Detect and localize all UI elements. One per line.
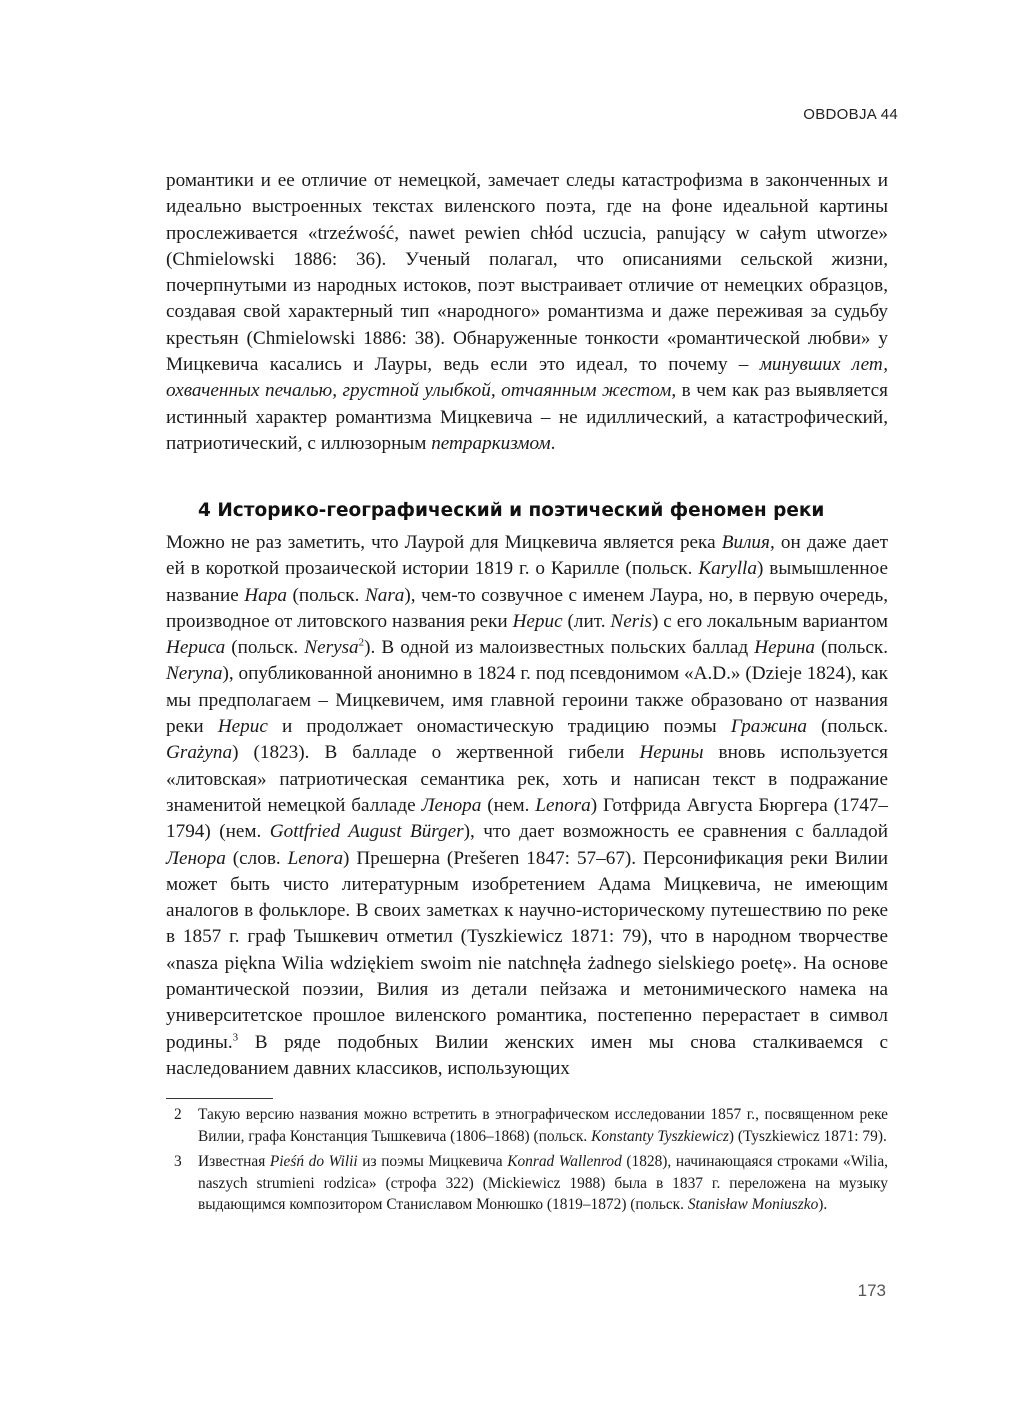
text-run: Можно не раз заметить, что Лаурой для Мицкевича является река <box>166 532 722 553</box>
text-run: (польск. <box>814 637 888 659</box>
text-run: (польск. <box>806 716 889 738</box>
italic-run: Nerysa <box>304 637 359 659</box>
text-run: и продолжает ономастическую традицию поэмы <box>267 716 731 738</box>
italic-run: Stanisław Moniuszko <box>687 1196 819 1213</box>
section-body <box>166 530 888 1082</box>
text-run: (1828), начинающаяся строками «Wilia, naszych strumieni rodzica» (строфа 322) (Mickiewicz 1988) была в 1837 г. переложена на музыку выдающимся композитором Станиславом Монюшко (1819–1872) (польск. <box>198 1153 888 1213</box>
italic-run: Вилия <box>721 532 770 553</box>
italic-run: Pieśń do Wilii <box>269 1153 358 1170</box>
text-run: ) (1823). В балладе о жертвенной гибели <box>232 742 640 764</box>
text-run: , в чем как раз выявляется истинный характер романтизма Мицкевича – не идиллический, а катастрофический, патриотический, с иллюзорным <box>166 380 888 454</box>
italic-run: Нерина <box>754 637 815 659</box>
italic-run: Нерис <box>512 610 563 632</box>
italic-run: Ленора <box>166 847 226 869</box>
paragraph-continuation <box>166 168 888 457</box>
italic-run: Ленора <box>421 794 482 816</box>
footnotes <box>166 1104 888 1220</box>
italic-run: Grażyna <box>166 742 233 764</box>
footnote-number: 2 <box>174 1106 182 1123</box>
italic-run: Нериса <box>166 637 226 659</box>
italic-run: минувших лет, охваченных печалью, грустной улыбкой, отчаянным жестом <box>166 354 888 402</box>
text-run: ), опубликованной анонимно в 1824 г. под псевдонимом «A.D.» (Dzieje 1824), как мы предполагаем – Мицкевичем, имя главной героини также образовано от названия реки <box>166 663 888 738</box>
italic-run: Lenora <box>287 847 344 869</box>
text-run: ) с его локальным вариантом <box>652 610 888 632</box>
running-head: OBDOBJA 44 <box>803 106 898 123</box>
italic-run: Gottfried August Bürger <box>269 821 464 843</box>
text-run: ). В одной из малоизвестных польских баллад <box>364 637 755 659</box>
text-run: . <box>550 432 556 454</box>
text-run: ), чем-то созвучное с именем Лаура, но, в первую очередь, производное от литовского названия реки <box>166 584 889 632</box>
italic-run: Нара <box>244 584 287 606</box>
text-run: (лит. <box>562 610 611 632</box>
footnote-3 <box>166 1151 888 1216</box>
footnote-number: 3 <box>174 1153 182 1170</box>
footnote-divider <box>166 1098 273 1099</box>
text-run: (польск. <box>286 584 365 606</box>
text-run: ). <box>818 1196 828 1213</box>
italic-run: Konstanty Tyszkiewicz <box>591 1127 729 1145</box>
text-run: , он даже дает ей в короткой прозаической истории 1819 г. о Карилле (польск. <box>166 532 888 580</box>
italic-run: Karylla <box>698 558 757 580</box>
text-run: из поэмы Мицкевича <box>357 1153 508 1170</box>
text-run: (польск. <box>225 637 305 659</box>
text-run: ) Прешерна (Prešeren 1847: 57–67). Персонификация реки Вилии может быть чисто литературным изобретением Адама Мицкевича, не имеющим аналогов в фольклоре. В своих заметках к научно-историческому путешествию по реке в 1857 г. граф Тышкевич отметил (Tyszkiewicz 1871: 79), что в народном творчестве «nasza piękna Wilia wdziękiem swoim nie natchnęła żadnego sielskiego poetę». На основе романтической поэзии, Вилия из детали пейзажа и метонимического намека на университетское прошлое виленского романтика, постепенно перерастает в символ родины. <box>166 847 888 1053</box>
italic-run: Konrad Wallenrod <box>507 1153 622 1170</box>
footnote-ref-2[interactable]: 2 <box>358 636 365 649</box>
text-run: ), что дает возможность ее сравнения с балладой <box>463 821 888 843</box>
body-paragraph <box>166 168 888 457</box>
text-run: ) (Tyszkiewicz 1871: 79). <box>728 1127 887 1145</box>
italic-run: Nara <box>364 584 405 606</box>
italic-run: Lenora <box>535 794 591 816</box>
text-run: (слов. <box>225 847 288 869</box>
text-run: романтики и ее отличие от немецкой, замечает следы катастрофизма в законченных и идеально выстроенных текстах виленского поэта, где на фоне идеальной картины прослеживается «trzeźwość, nawet pewien chłód uczucia, panujący w całym utworze» (Chmielowski 1886: 36). Ученый полагал, что описаниями сельской жизни, почерпнутыми из народных истоков, поэт выстраивает отличие от немецких образцов, создавая свой характерный тип «народного» романтизма и даже переживая за судьбу крестьян (Chmielowski 1886: 38). Обнаруженные тонкости «романтической любви» у Мицкевича касались и Лауры, ведь если это идеал, то почему – <box>166 170 888 376</box>
italic-run: Нерис <box>217 716 268 738</box>
italic-run: Neris <box>610 610 652 632</box>
text-run: вновь используется «литовская» патриотическая семантика рек, хоть и написан текст в подражание знаменитой немецкой балладе <box>166 742 888 816</box>
text-run: (нем. <box>481 794 536 816</box>
italic-run: Гражина <box>730 716 807 738</box>
italic-run: Neryna <box>166 663 223 685</box>
text-run: В ряде подобных Вилии женских имен мы снова сталкиваемся с наследованием давних классиков, использующих <box>166 1031 888 1079</box>
italic-run: Нерины <box>639 742 704 764</box>
section-heading: 4 Историко-географический и поэтический феномен реки <box>198 500 825 521</box>
text-run: ) Готфрида Августа Бюргера (1747–1794) (нем. <box>166 794 888 843</box>
text-run: ) вымышленное название <box>166 558 888 606</box>
footnote-2 <box>166 1104 888 1147</box>
footnote-ref-3[interactable]: 3 <box>232 1031 239 1044</box>
italic-run: петраркизмом <box>431 432 551 454</box>
page-number: 173 <box>857 1281 886 1300</box>
text-run: Известная <box>198 1153 270 1170</box>
text-run: Такую версию названия можно встретить в этнографическом исследовании 1857 г., посвященном реке Вилии, графа Констанция Тышкевича (1806–1868) (польск. <box>198 1106 888 1145</box>
body-paragraph <box>166 530 888 1082</box>
